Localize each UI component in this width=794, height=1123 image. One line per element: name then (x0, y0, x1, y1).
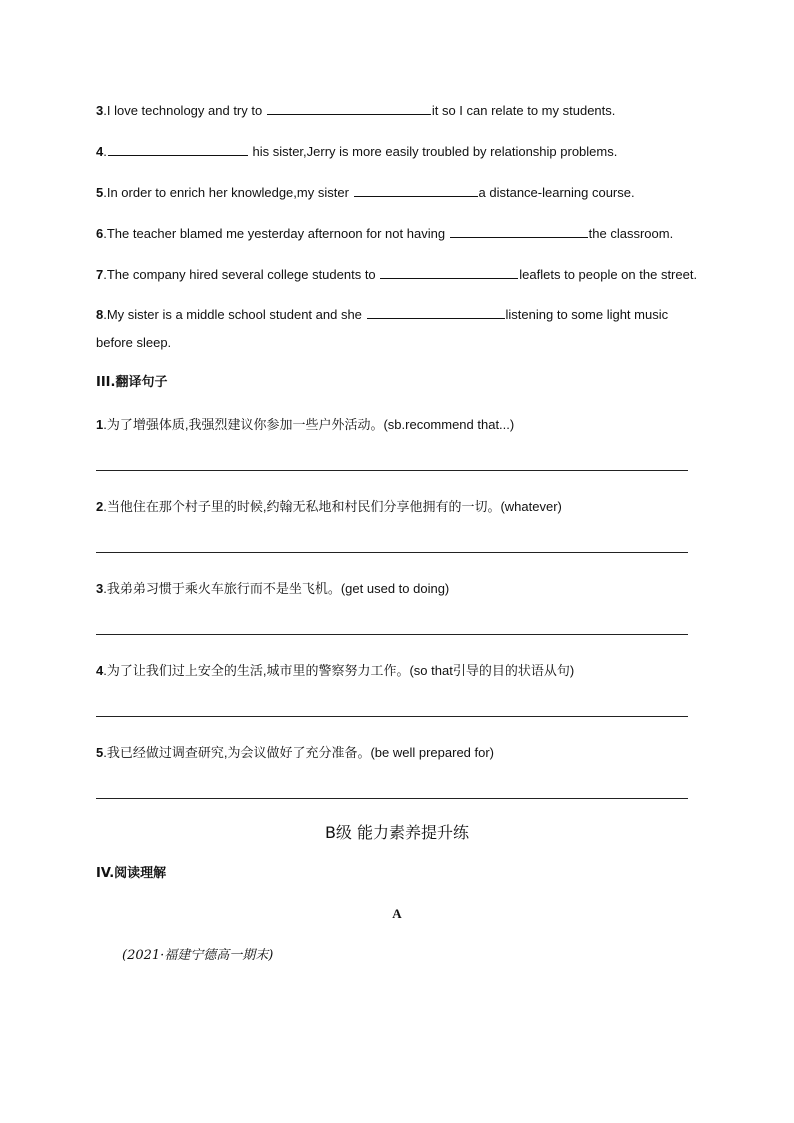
answer-blank[interactable] (267, 102, 431, 115)
item-text-after: listening to some light music (505, 307, 669, 322)
source-note: (2021·福建宁德高一期末) (122, 948, 274, 963)
item-number: 2 (96, 499, 104, 514)
item-number: 6 (96, 226, 104, 241)
fill-in-item-5 (96, 184, 696, 202)
fill-in-item-4 (96, 143, 696, 161)
item-prompt: .我已经做过调查研究,为会议做好了充分准备。(be well prepared for) (103, 745, 495, 760)
item-number: 5 (96, 185, 104, 200)
item-number: 4 (96, 663, 104, 678)
translation-item-2 (96, 498, 696, 516)
answer-blank[interactable] (367, 306, 505, 319)
fill-in-item-7 (96, 266, 696, 284)
answer-blank[interactable] (354, 184, 478, 197)
item-prompt: .为了增强体质,我强烈建议你参加一些户外活动。(sb.recommend that...) (103, 417, 515, 432)
item-number: 3 (96, 103, 104, 118)
answer-blank[interactable] (450, 225, 588, 238)
section-title-reading: IV.阅读理解 (96, 866, 167, 881)
translation-item-4 (96, 662, 696, 680)
section-title-translate: III.翻译句子 (96, 375, 168, 390)
item-text-before: . (103, 144, 107, 159)
translation-item-1 (96, 416, 696, 434)
fill-in-item-6 (96, 225, 696, 243)
item-text-before: .I love technology and try to (103, 103, 266, 118)
item-number: 5 (96, 745, 104, 760)
item-number: 8 (96, 307, 104, 322)
passage-label: A (392, 906, 402, 921)
item-text-after: leaflets to people on the street. (519, 267, 698, 282)
item-text-after: the classroom. (588, 226, 674, 241)
fill-in-item-3 (96, 102, 696, 120)
item-prompt: .我弟弟习惯于乘火车旅行而不是坐飞机。(get used to doing) (103, 581, 450, 596)
item-prompt: .当他住在那个村子里的时候,约翰无私地和村民们分享他拥有的一切。(whatever) (103, 499, 562, 514)
item-number: 7 (96, 267, 104, 282)
answer-blank[interactable] (108, 143, 248, 156)
item-number: 3 (96, 581, 104, 596)
answer-blank[interactable] (380, 266, 518, 279)
level-b-heading: B级 能力素养提升练 (324, 823, 470, 842)
answer-line[interactable] (96, 716, 688, 717)
item-text-before: .The company hired several college students to (103, 267, 380, 282)
translation-item-3 (96, 580, 696, 598)
fill-in-item-8-continuation: before sleep. (96, 335, 172, 350)
item-text-before: .In order to enrich her knowledge,my sister (103, 185, 353, 200)
answer-line[interactable] (96, 552, 688, 553)
answer-line[interactable] (96, 634, 688, 635)
item-number: 4 (96, 144, 104, 159)
item-number: 1 (96, 417, 104, 432)
answer-line[interactable] (96, 798, 688, 799)
item-prompt: .为了让我们过上安全的生活,城市里的警察努力工作。(so that引导的目的状语从句) (103, 663, 575, 678)
item-text-after: his sister,Jerry is more easily troubled by relationship problems. (248, 144, 618, 159)
item-text-before: .My sister is a middle school student and she (103, 307, 366, 322)
item-text-before: .The teacher blamed me yesterday afternoon for not having (103, 226, 449, 241)
item-text-after: it so I can relate to my students. (431, 103, 616, 118)
answer-line[interactable] (96, 470, 688, 471)
fill-in-item-8 (96, 306, 696, 324)
translation-item-5 (96, 744, 696, 762)
item-text-after: a distance-learning course. (478, 185, 635, 200)
